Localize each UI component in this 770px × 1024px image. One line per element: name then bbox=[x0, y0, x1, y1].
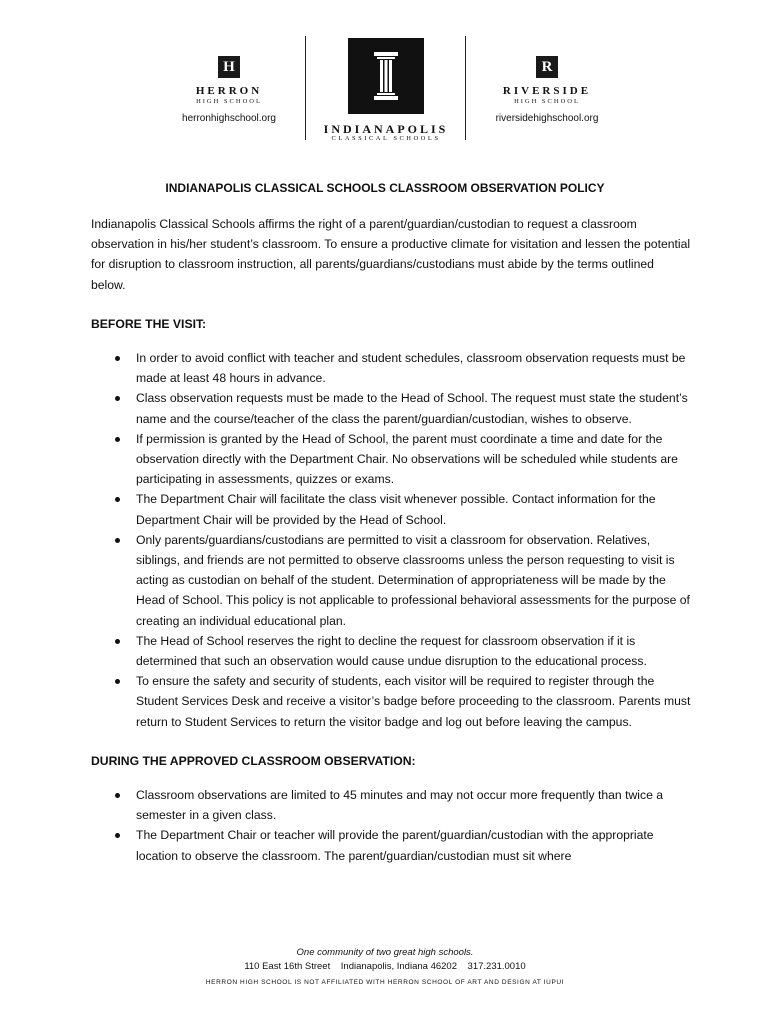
list-item bbox=[91, 489, 691, 529]
list-item bbox=[91, 785, 691, 825]
list-item-text: Only parents/guardians/custodians are permitted to visit a classroom for observation. Relatives, siblings, and friends are not permitted to observe classrooms unless the person requesting to visit is acting as custodian on behalf of the student. Determination of appropriateness will be made by the Head of School. This policy is not applicable to professional behavioral assessments for the purpose of creating an individual educational plan. bbox=[136, 532, 690, 628]
footer-disclaimer: HERRON HIGH SCHOOL IS NOT AFFILIATED WITH HERRON SCHOOL OF ART AND DESIGN AT IUPUI bbox=[205, 979, 565, 986]
list-item bbox=[91, 348, 691, 388]
list-item bbox=[91, 825, 691, 865]
herron-logo-letter: H bbox=[223, 58, 235, 75]
riverside-subtitle: HIGH SCHOOL bbox=[514, 98, 580, 105]
bullet-icon bbox=[115, 639, 120, 644]
bullet-icon bbox=[115, 679, 120, 684]
riverside-name: RIVERSIDE bbox=[502, 85, 592, 97]
intro-paragraph: Indianapolis Classical Schools affirms the right of a parent/guardian/custodian to request a classroom observation in his/her student’s classroom. To ensure a productive climate for visitation and lessen the potential for disruption to classroom instruction, all parents/guardians/custodians must abide by the terms outlined below. bbox=[91, 217, 691, 292]
list-item bbox=[91, 388, 691, 428]
column-icon bbox=[356, 46, 416, 106]
list-item-text: In order to avoid conflict with teacher and student schedules, classroom observation requests must be made at least 48 hours in advance. bbox=[136, 351, 686, 386]
footer-tagline: One community of two great high schools. bbox=[296, 947, 474, 958]
list-item bbox=[91, 631, 691, 671]
ics-subtitle: CLASSICAL SCHOOLS bbox=[331, 135, 441, 142]
letterhead bbox=[0, 34, 770, 146]
section-heading-during: DURING THE APPROVED CLASSROOM OBSERVATION: bbox=[91, 753, 416, 768]
list-item-text: Class observation requests must be made to the Head of School. The request must state the student’s name and the course/teacher of the class the parent/guardian/custodian, wishes to observe. bbox=[136, 391, 688, 426]
list-item bbox=[91, 429, 691, 490]
section-heading-before: BEFORE THE VISIT: bbox=[91, 316, 207, 331]
list-item-text: The Head of School reserves the right to decline the request for classroom observation if it is determined that such an observation would cause undue disruption to the educational process. bbox=[136, 633, 647, 669]
bullet-icon bbox=[115, 396, 120, 401]
document-body bbox=[91, 214, 691, 866]
list-item bbox=[91, 671, 691, 732]
bullet-icon bbox=[115, 437, 120, 442]
herron-subtitle: HIGH SCHOOL bbox=[196, 98, 262, 105]
ics-name: INDIANAPOLIS bbox=[323, 122, 449, 136]
list-item bbox=[91, 530, 691, 631]
list-item-text: The Department Chair or teacher will provide the parent/guardian/custodian with the appropriate location to observe the classroom. The parent/guardian/custodian must sit where bbox=[136, 828, 654, 863]
header-divider-right bbox=[465, 36, 466, 140]
list-item-text: If permission is granted by the Head of School, the parent must coordinate a time and date for the observation directly with the Department Chair. No observations will be scheduled while students are participating in assessments, quizzes or exams. bbox=[136, 431, 678, 487]
page-footer bbox=[0, 947, 770, 986]
list-item-text: The Department Chair will facilitate the class visit whenever possible. Contact information for the Department Chair will be provided by the Head of School. bbox=[136, 492, 656, 527]
document-title: INDIANAPOLIS CLASSICAL SCHOOLS CLASSROOM OBSERVATION POLICY bbox=[165, 181, 605, 195]
footer-address: 110 East 16th Street Indianapolis, Indiana 46202 317.231.0010 bbox=[244, 961, 526, 972]
before-visit-list bbox=[91, 348, 691, 732]
ics-logo bbox=[348, 38, 424, 114]
bullet-icon bbox=[115, 356, 120, 361]
list-item-text: To ensure the safety and security of students, each visitor will be required to register through the Student Services Desk and receive a visitor’s badge before proceeding to the classroom. Parents must return to Student Services to return the visitor badge and log out before leaving the campus. bbox=[136, 674, 691, 729]
bullet-icon bbox=[115, 538, 120, 543]
list-item-text: Classroom observations are limited to 45 minutes and may not occur more frequently than twice a semester in a given class. bbox=[136, 788, 664, 823]
herron-name: HERRON bbox=[195, 85, 263, 97]
bullet-icon bbox=[115, 497, 120, 502]
riverside-url: riversidehighschool.org bbox=[495, 113, 599, 124]
during-observation-list bbox=[91, 785, 691, 866]
riverside-logo bbox=[536, 56, 558, 78]
bullet-icon bbox=[115, 833, 120, 838]
herron-url: herronhighschool.org bbox=[182, 113, 276, 124]
riverside-logo-letter: R bbox=[541, 58, 553, 75]
bullet-icon bbox=[115, 793, 120, 798]
herron-logo bbox=[218, 56, 240, 78]
